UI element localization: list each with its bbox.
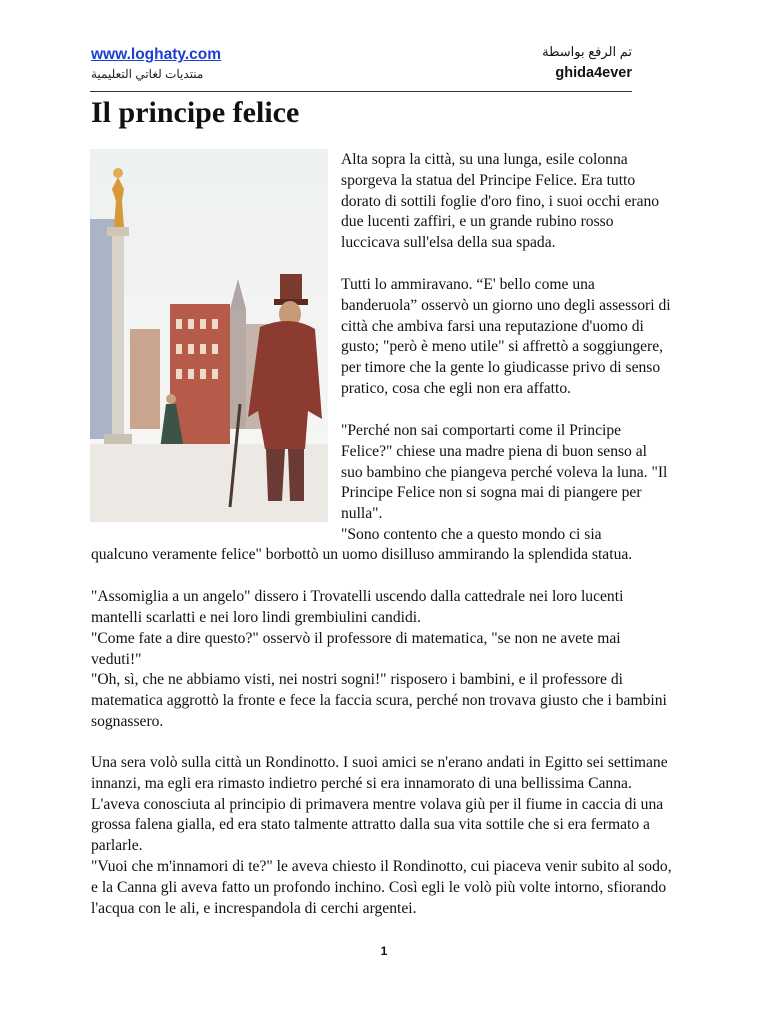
paragraph-2: Tutti lo ammiravano. “E' bello come una banderuola” osservò un giorno uno degli assessori di città che ambiva farsi una reputazione d'uomo di gusto; "però è meno utile" si affrettò a soggiungere, per timore che la gente lo giudicasse privo di senso pratico, cosa che egli non era affatto. bbox=[341, 276, 671, 397]
site-subtitle: منتديات لغاتي التعليمية bbox=[91, 67, 204, 81]
uploader-name: ghida4ever bbox=[555, 65, 632, 81]
paragraph-4-start: "Sono contento che a questo mondo ci sia bbox=[341, 526, 602, 543]
paragraph-5: "Assomiglia a un angelo" dissero i Trovatelli uscendo dalla cattedrale nei loro lucenti mantelli scarlatti e nei loro lindi grembiulini candidi. bbox=[91, 588, 624, 626]
paragraph-1: Alta sopra la città, su una lunga, esile colonna sporgeva la statua del Principe Felice. Era tutto dorato di sottili foglie d'oro fino, i suoi occhi erano due lucenti zaffiri, e un grande rubino rosso luccicava sull'elsa della sua spada. bbox=[341, 151, 660, 252]
paragraph-3: "Perché non sai comportarti come il Principe Felice?" chiese una madre piena di buon senso al suo bambino che piangeva perché voleva la luna. "Il Principe Felice non si sogna mai di piangere per nulla". bbox=[341, 422, 668, 523]
paragraph-8: Una sera volò sulla città un Rondinotto. I suoi amici se n'erano andati in Egitto sei settimane innanzi, ma egli era rimasto indietro perché si era innamorato di una bellissima Canna. L'aveva conosciuta al principio di primavera mentre volava giù per il fiume in caccia di una grossa falena gialla, ed era stato talmente attratto dalla sua vita sottile che si era fermato a parlarle. bbox=[91, 754, 668, 855]
prince-statue-illustration-icon bbox=[90, 149, 328, 522]
paragraph-4-end: qualcuno veramente felice" borbottò un uomo disilluso ammirando la splendida statua. bbox=[91, 546, 633, 563]
paragraph-9: "Vuoi che m'innamori di te?" le aveva chiesto il Rondinotto, cui piaceva venir subito al sodo, e la Canna gli aveva fatto un profondo inchino. Così egli le volò più volte intorno, sfiorando l'acqua con le ali, e increspandola di cerchi argentei. bbox=[91, 858, 672, 917]
page-number: 1 bbox=[380, 944, 388, 958]
header-left bbox=[91, 46, 221, 81]
paragraph-6: "Come fate a dire questo?" osservò il professore di matematica, "se non ne avete mai veduti!" bbox=[91, 630, 621, 668]
upload-label: تم الرفع بواسطة bbox=[542, 44, 632, 59]
header-divider bbox=[90, 91, 632, 92]
site-link[interactable]: www.loghaty.com bbox=[91, 46, 222, 63]
header-right bbox=[542, 44, 632, 81]
paragraph-7: "Oh, sì, che ne abbiamo visti, nei nostri sogni!" risposero i bambini, e il professore di matematica aggrottò la fronte e fece la faccia scura, perché non trovava giusto che i bambini sognassero. bbox=[91, 671, 667, 730]
page-title: Il principe felice bbox=[91, 96, 300, 129]
